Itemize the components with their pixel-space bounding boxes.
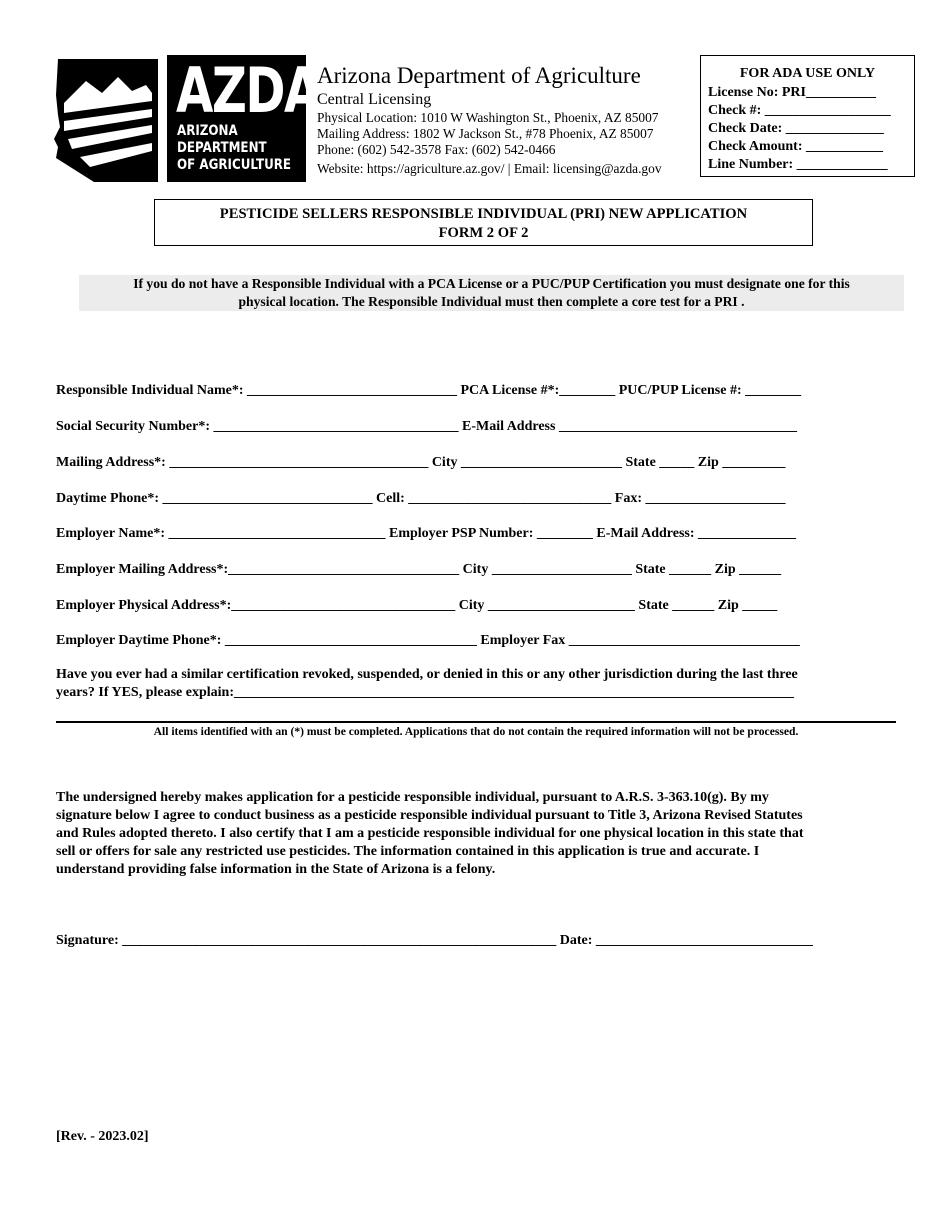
notice-line-1: If you do not have a Responsible Individual with a PCA License or a PUC/PUP Certification you must designate one for this bbox=[133, 276, 850, 291]
declaration-paragraph bbox=[56, 789, 906, 879]
form-number: FORM 2 OF 2 bbox=[438, 225, 529, 241]
employer-name-row[interactable]: Employer Name*: _______________________________ Employer PSP Number: ________ E-Mail Address: ______________ bbox=[56, 526, 797, 541]
ada-check-amount: Check Amount: ___________ bbox=[708, 139, 884, 154]
ada-check-number: Check #: __________________ bbox=[708, 103, 891, 118]
notice-line-2: physical location. The Responsible Individual must then complete a core test for a PRI . bbox=[238, 294, 745, 309]
agency-name: Arizona Department of Agriculture bbox=[317, 63, 641, 88]
declaration-line-5: understand providing false information in the State of Arizona is a felony. bbox=[56, 862, 496, 877]
website-email: Website: https://agriculture.az.gov/ | Email: licensing@azda.gov bbox=[317, 161, 662, 176]
revocation-explain-field[interactable]: years? If YES, please explain:________________________________________________________________________________ bbox=[56, 685, 794, 700]
ada-line-number: Line Number: _____________ bbox=[708, 157, 888, 172]
ada-license-no: License No: PRI__________ bbox=[708, 85, 876, 100]
employer-mailing-row[interactable]: Employer Mailing Address*:_________________________________ City ____________________ State ______ Zip ______ bbox=[56, 562, 782, 577]
signature-date-row[interactable]: Signature: ______________________________________________________________ Date: _______________________________ bbox=[56, 933, 813, 948]
division-name: Central Licensing bbox=[317, 91, 432, 108]
ada-title: FOR ADA USE ONLY bbox=[739, 66, 876, 81]
required-items-note: All items identified with an (*) must be completed. Applications that do not contain the required information will not be processed. bbox=[153, 725, 799, 738]
employer-physical-row[interactable]: Employer Physical Address*:________________________________ City _____________________ State ______ Zip _____ bbox=[56, 598, 778, 613]
ssn-email-row[interactable]: Social Security Number*: ___________________________________ E-Mail Address __________________________________ bbox=[56, 419, 797, 434]
form-title-box bbox=[154, 199, 813, 246]
revocation-question: Have you ever had a similar certification revoked, suspended, or denied in this or any other jurisdiction during the last three bbox=[56, 667, 798, 682]
mailing-address-row[interactable]: Mailing Address*: _____________________________________ City _______________________ State _____ Zip _________ bbox=[56, 455, 786, 470]
employer-phone-row[interactable]: Employer Daytime Phone*: ____________________________________ Employer Fax _________________________________ bbox=[56, 633, 800, 648]
designation-notice bbox=[79, 275, 904, 311]
declaration-line-4: sell or offers for sale any restricted use pesticides. The information contained in this application is true and accurate. I bbox=[56, 844, 760, 859]
logo-line-3: OF AGRICULTURE bbox=[177, 157, 292, 173]
azda-logo bbox=[50, 54, 320, 182]
physical-address: Physical Location: 1010 W Washington St., Phoenix, AZ 85007 bbox=[317, 110, 659, 125]
declaration-line-1: The undersigned hereby makes application for a pesticide responsible individual, pursuant to A.R.S. 3-363.10(g). By my bbox=[56, 790, 769, 805]
ada-check-date: Check Date: ______________ bbox=[708, 121, 884, 136]
logo-line-1: ARIZONA bbox=[177, 123, 238, 139]
section-divider bbox=[56, 721, 896, 723]
form-title: PESTICIDE SELLERS RESPONSIBLE INDIVIDUAL (PRI) NEW APPLICATION bbox=[219, 206, 748, 222]
revision-label: [Rev. - 2023.02] bbox=[56, 1129, 149, 1144]
logo-wordmark: AZDA bbox=[176, 54, 320, 127]
mailing-address: Mailing Address: 1802 W Jackson St., #78 Phoenix, AZ 85007 bbox=[317, 126, 654, 141]
responsible-individual-row[interactable]: Responsible Individual Name*: ______________________________ PCA License #*:________ PUC/PUP License #: ________ bbox=[56, 383, 802, 398]
ada-use-box bbox=[700, 55, 915, 177]
declaration-line-2: signature below I agree to conduct business as a pesticide responsible individual pursuant to Title 3, Arizona Revised Statutes bbox=[56, 808, 803, 823]
logo-wordmark-box bbox=[167, 54, 320, 182]
phone-fax: Phone: (602) 542-3578 Fax: (602) 542-0466 bbox=[317, 142, 556, 157]
declaration-line-3: and Rules adopted thereto. I also certify that I am a pesticide responsible individual for one physical location in this state that bbox=[56, 826, 804, 841]
arizona-state-icon bbox=[50, 55, 162, 182]
logo-line-2: DEPARTMENT bbox=[177, 140, 267, 156]
phone-row[interactable]: Daytime Phone*: ______________________________ Cell: _____________________________ Fax: ____________________ bbox=[56, 491, 786, 506]
